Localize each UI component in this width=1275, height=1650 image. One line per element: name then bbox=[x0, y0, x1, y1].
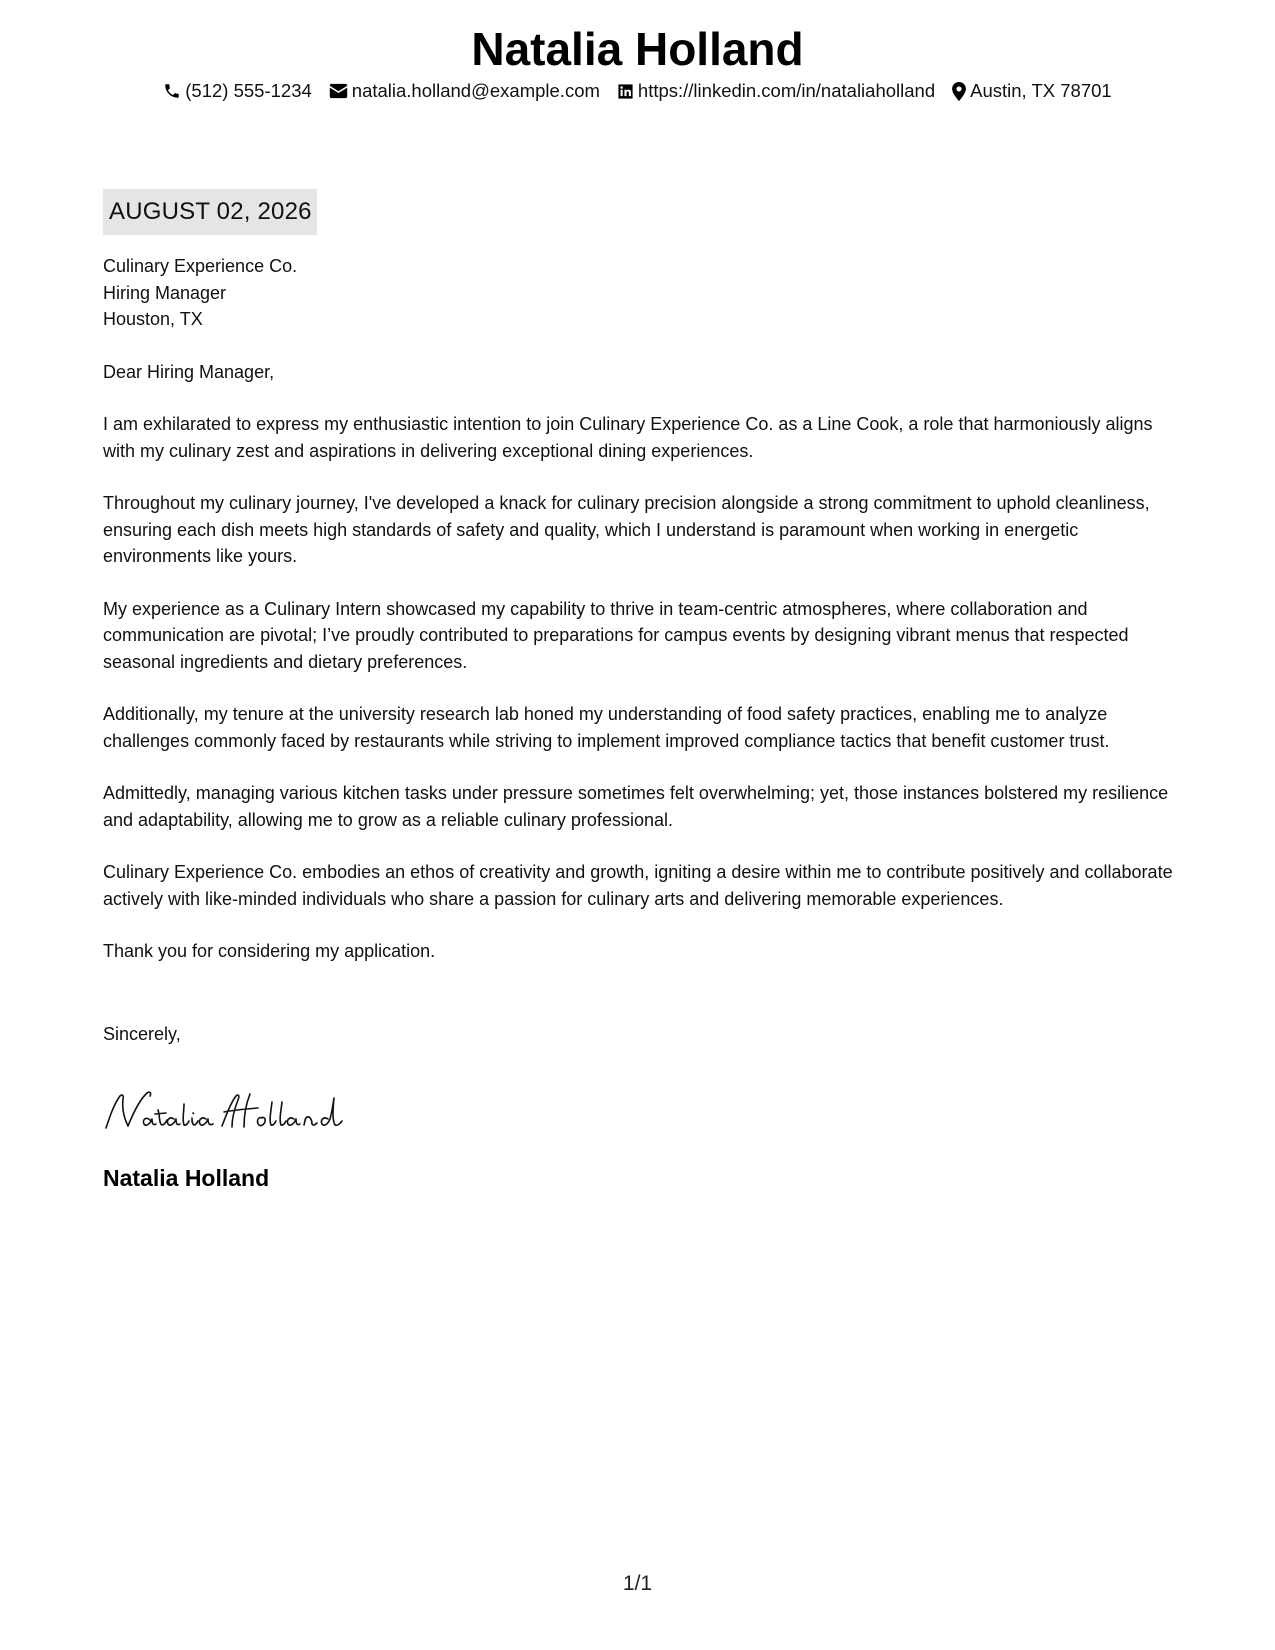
linkedin-icon bbox=[617, 83, 634, 100]
salutation: Dear Hiring Manager, bbox=[103, 361, 275, 382]
contact-email bbox=[329, 78, 600, 104]
contact-linkedin bbox=[617, 78, 935, 104]
recipient-title: Hiring Manager bbox=[103, 282, 227, 303]
phone-icon bbox=[163, 82, 181, 100]
closing: Sincerely, bbox=[103, 1024, 181, 1044]
paragraph-research-lab: Additionally, my tenure at the university research lab honed my understanding of food safety practices, enabling me to analyze challenges commonly faced by restaurants while striving to implement improved compliance tactics that benefit customer trust. bbox=[103, 704, 1110, 751]
letter-date: AUGUST 02, 2026 bbox=[103, 189, 317, 235]
recipient-company: Culinary Experience Co. bbox=[103, 256, 298, 276]
linkedin-link[interactable]: https://linkedin.com/in/nataliaholland bbox=[637, 80, 936, 101]
email-link[interactable]: natalia.holland@example.com bbox=[351, 80, 600, 101]
applicant-name-heading: Natalia Holland bbox=[471, 23, 804, 75]
contact-phone bbox=[163, 78, 312, 104]
location-text: Austin, TX 78701 bbox=[970, 80, 1112, 101]
map-pin-icon bbox=[952, 82, 966, 101]
paragraph-company-fit: Culinary Experience Co. embodies an ethos of creativity and growth, igniting a desire within me to contribute positively and collaborate actively with like-minded individuals who share a passion for culinary arts and delivering memorable experiences. bbox=[103, 862, 1173, 909]
page-number: 1/1 bbox=[622, 1572, 653, 1595]
paragraph-resilience: Admittedly, managing various kitchen tasks under pressure sometimes felt overwhelming; yet, those instances bolstered my resilience and adaptability, allowing me to grow as a reliable culinary professional. bbox=[103, 783, 1169, 830]
recipient-location: Houston, TX bbox=[103, 309, 203, 329]
letter-body bbox=[103, 253, 1183, 965]
handwritten-signature bbox=[100, 1086, 360, 1136]
envelope-icon bbox=[329, 83, 348, 99]
contact-location bbox=[952, 78, 1112, 104]
paragraph-intro: I am exhilarated to express my enthusiastic intention to join Culinary Experience Co. as a Line Cook, a role that harmoniously aligns with my culinary zest and aspirations in delivering exceptional dining experiences. bbox=[103, 414, 1153, 461]
paragraph-precision: Throughout my culinary journey, I've developed a knack for culinary precision alongside a strong commitment to uphold cleanliness, ensuring each dish meets high standards of safety and quality, which I understand is paramount when working in energetic environments like yours. bbox=[103, 493, 1150, 566]
signed-name: Natalia Holland bbox=[103, 1165, 270, 1191]
paragraph-thanks: Thank you for considering my application. bbox=[103, 941, 436, 961]
recipient-block bbox=[103, 253, 1183, 333]
phone-text: (512) 555-1234 bbox=[185, 80, 312, 101]
paragraph-internship: My experience as a Culinary Intern showcased my capability to thrive in team-centric atmospheres, where collaboration and communication are pivotal; I’ve proudly contributed to preparations for campus events by designing vibrant menus that respected seasonal ingredients and dietary preferences. bbox=[103, 598, 1129, 672]
contact-info-row bbox=[0, 78, 1275, 104]
